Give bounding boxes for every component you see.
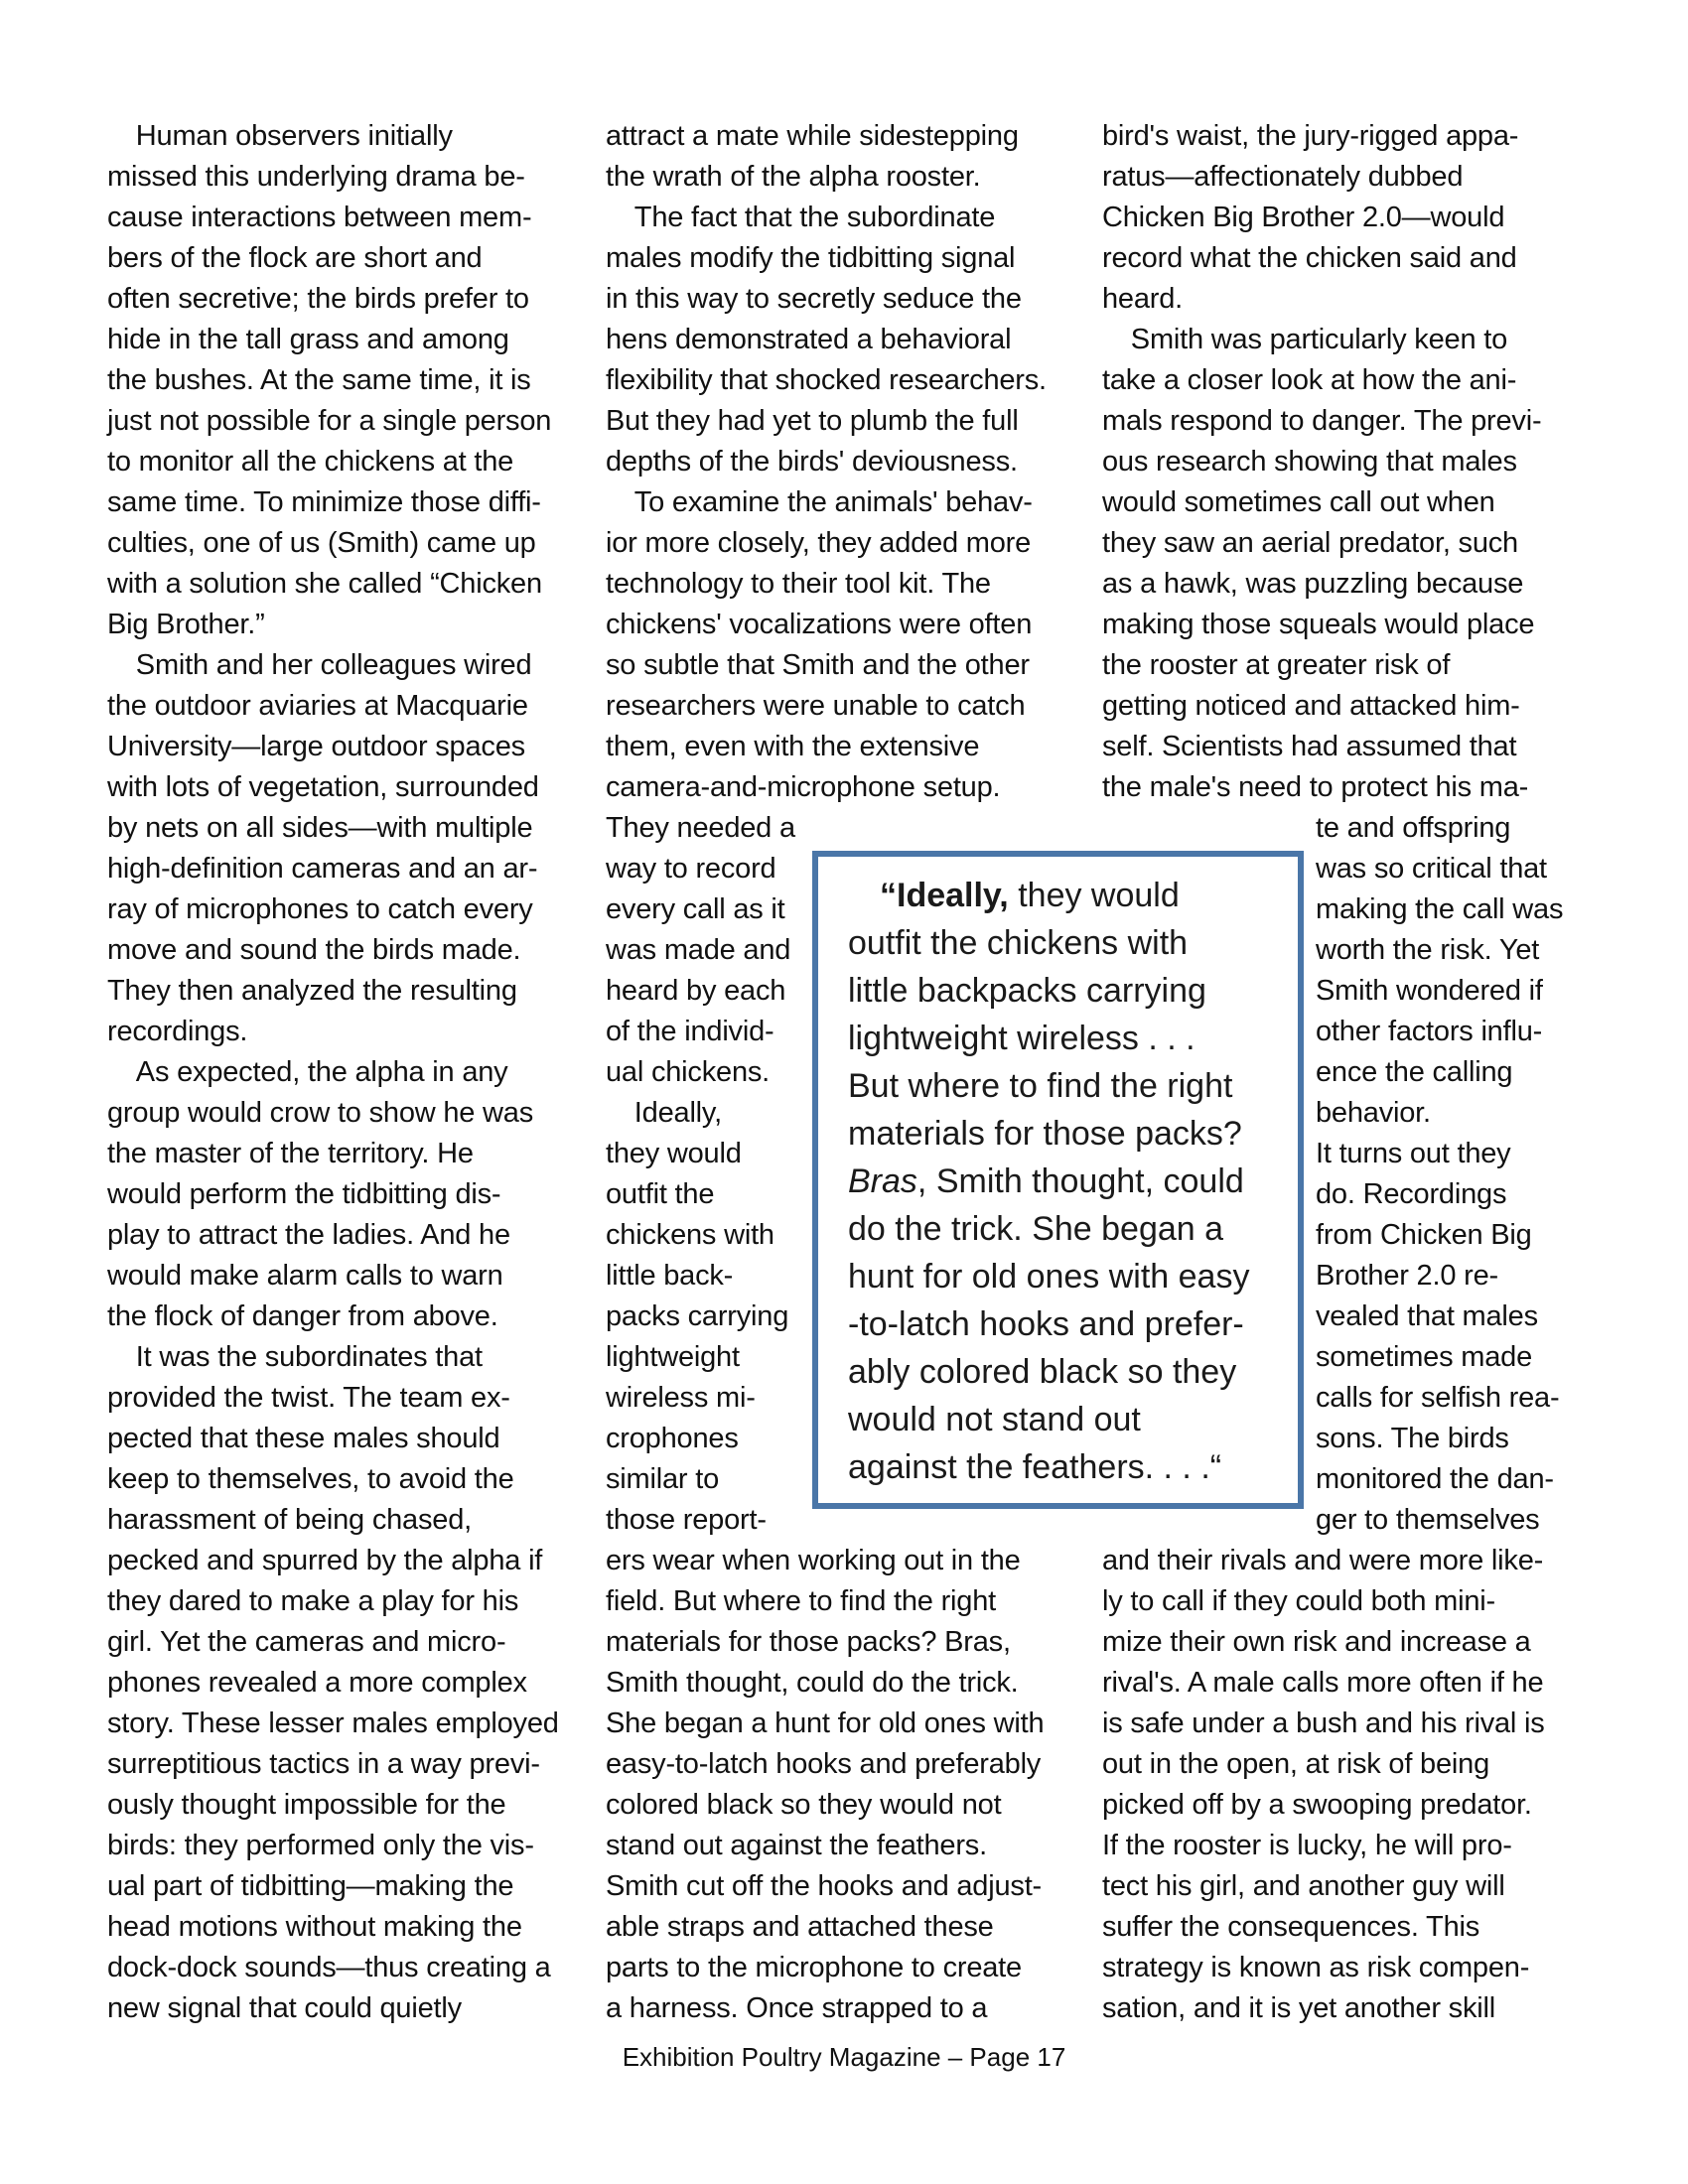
text-line: packs carrying xyxy=(606,1300,789,1332)
text-line: surreptitious tactics in a way previ- xyxy=(107,1748,540,1780)
text-line: them, even with the extensive xyxy=(606,731,980,762)
text-line: ratus—affectionately dubbed xyxy=(1102,161,1464,193)
text-line: as a hawk, was puzzling because xyxy=(1102,568,1524,600)
text-line: just not possible for a single person xyxy=(107,405,552,437)
pull-quote-text: , Smith thought, could xyxy=(916,1162,1244,1200)
text-line: bird's waist, the jury-rigged appa- xyxy=(1102,120,1519,152)
text-line: record what the chicken said and xyxy=(1102,242,1517,274)
text-line: As expected, the alpha in any xyxy=(107,1056,508,1088)
text-line: It turns out they xyxy=(1316,1138,1511,1169)
text-line: Smith wondered if xyxy=(1316,975,1543,1007)
text-line: ly to call if they could both mini- xyxy=(1102,1585,1495,1617)
text-line: the bushes. At the same time, it is xyxy=(107,364,531,396)
pull-quote-line: outfit the chickens with xyxy=(848,924,1189,962)
text-line: But they had yet to plumb the full xyxy=(606,405,1019,437)
text-line: the outdoor aviaries at Macquarie xyxy=(107,690,528,722)
text-line: field. But where to find the right xyxy=(606,1585,996,1617)
pull-quote-line: hunt for old ones with easy xyxy=(848,1258,1250,1296)
text-line: Smith and her colleagues wired xyxy=(107,649,532,681)
text-line: ual chickens. xyxy=(606,1056,771,1088)
text-line: new signal that could quietly xyxy=(107,1992,462,2024)
pull-quote-italic: Bras xyxy=(848,1162,917,1200)
pull-quote-line: would not stand out xyxy=(848,1401,1141,1438)
pull-quote-text: they would xyxy=(1008,877,1180,914)
text-line: provided the twist. The team ex- xyxy=(107,1382,510,1414)
pull-quote-bold-lead: Ideally, xyxy=(897,877,1009,914)
text-line: ence the calling xyxy=(1316,1056,1513,1088)
text-line: story. These lesser males employed xyxy=(107,1707,559,1739)
text-line: the wrath of the alpha rooster. xyxy=(606,161,981,193)
text-line: parts to the microphone to create xyxy=(606,1952,1022,1983)
text-line: phones revealed a more complex xyxy=(107,1667,527,1699)
text-line: ior more closely, they added more xyxy=(606,527,1032,559)
text-line: wireless mi- xyxy=(606,1382,756,1414)
text-line: stand out against the feathers. xyxy=(606,1830,987,1861)
text-line: making the call was xyxy=(1316,893,1564,925)
text-line: They then analyzed the resulting xyxy=(107,975,517,1007)
text-line: other factors influ- xyxy=(1316,1016,1543,1047)
text-line: mize their own risk and increase a xyxy=(1102,1626,1531,1658)
pull-quote-line: -to-latch hooks and prefer- xyxy=(848,1305,1244,1343)
pull-quote-line: lightweight wireless . . . xyxy=(848,1020,1196,1057)
text-line: To examine the animals' behav- xyxy=(606,486,1033,518)
text-line: the rooster at greater risk of xyxy=(1102,649,1451,681)
text-line: those report- xyxy=(606,1504,767,1536)
text-line: would sometimes call out when xyxy=(1102,486,1495,518)
text-line: ray of microphones to catch every xyxy=(107,893,533,925)
text-line: in this way to secretly seduce the xyxy=(606,283,1022,315)
text-line: from Chicken Big xyxy=(1316,1219,1532,1251)
text-line: Human observers initially xyxy=(107,120,453,152)
text-line: University—large outdoor spaces xyxy=(107,731,525,762)
text-line: depths of the birds' deviousness. xyxy=(606,446,1018,478)
text-line: sation, and it is yet another skill xyxy=(1102,1992,1495,2024)
text-line: sometimes made xyxy=(1316,1341,1532,1373)
text-line: Ideally, xyxy=(606,1097,722,1129)
text-line: harassment of being chased, xyxy=(107,1504,472,1536)
pull-quote-line xyxy=(880,872,1180,919)
text-line: would perform the tidbitting dis- xyxy=(107,1178,501,1210)
text-line: flexibility that shocked researchers. xyxy=(606,364,1047,396)
pull-quote-line: ably colored black so they xyxy=(848,1353,1237,1391)
text-line: a harness. Once strapped to a xyxy=(606,1992,988,2024)
text-line: girl. Yet the cameras and micro- xyxy=(107,1626,506,1658)
text-line: ous research showing that males xyxy=(1102,446,1517,478)
text-line: calls for selfish rea- xyxy=(1316,1382,1560,1414)
text-line: ger to themselves xyxy=(1316,1504,1540,1536)
text-line: by nets on all sides—with multiple xyxy=(107,812,533,844)
text-line: they dared to make a play for his xyxy=(107,1585,519,1617)
text-line: culties, one of us (Smith) came up xyxy=(107,527,536,559)
text-line: suffer the consequences. This xyxy=(1102,1911,1480,1943)
pull-quote-line: do the trick. She began a xyxy=(848,1210,1224,1248)
text-line: colored black so they would not xyxy=(606,1789,1002,1821)
text-line: tect his girl, and another guy will xyxy=(1102,1870,1505,1902)
text-line: The fact that the subordinate xyxy=(606,202,996,233)
text-line: rival's. A male calls more often if he xyxy=(1102,1667,1544,1699)
text-line: Smith thought, could do the trick. xyxy=(606,1667,1019,1699)
text-line: cause interactions between mem- xyxy=(107,202,532,233)
text-line: technology to their tool kit. The xyxy=(606,568,991,600)
text-line: Chicken Big Brother 2.0—would xyxy=(1102,202,1505,233)
pull-quote-line: But where to find the right xyxy=(848,1067,1233,1105)
text-line: keep to themselves, to avoid the xyxy=(107,1463,514,1495)
text-line: Big Brother.” xyxy=(107,609,265,640)
text-line: the flock of danger from above. xyxy=(107,1300,498,1332)
text-line: males modify the tidbitting signal xyxy=(606,242,1016,274)
text-line: They needed a xyxy=(606,812,795,844)
text-line: ers wear when working out in the xyxy=(606,1545,1021,1576)
text-line: and their rivals and were more like- xyxy=(1102,1545,1544,1576)
text-line: same time. To minimize those diffi- xyxy=(107,486,541,518)
text-line: the male's need to protect his ma- xyxy=(1102,771,1529,803)
text-line: with a solution she called “Chicken xyxy=(107,568,542,600)
text-line: Smith cut off the hooks and adjust- xyxy=(606,1870,1043,1902)
pull-quote-line: against the feathers. . . .“ xyxy=(848,1448,1222,1486)
text-line: similar to xyxy=(606,1463,720,1495)
text-line: able straps and attached these xyxy=(606,1911,994,1943)
text-line: ual part of tidbitting—making the xyxy=(107,1870,514,1902)
text-line: group would crow to show he was xyxy=(107,1097,534,1129)
text-line: mals respond to danger. The previ- xyxy=(1102,405,1542,437)
text-line: of the individ- xyxy=(606,1016,774,1047)
text-line: researchers were unable to catch xyxy=(606,690,1026,722)
text-line: every call as it xyxy=(606,893,785,925)
text-line: self. Scientists had assumed that xyxy=(1102,731,1517,762)
text-line: She began a hunt for old ones with xyxy=(606,1707,1045,1739)
text-line: lightweight xyxy=(606,1341,740,1373)
text-line: was so critical that xyxy=(1316,853,1547,885)
text-line: take a closer look at how the ani- xyxy=(1102,364,1517,396)
text-line: easy-to-latch hooks and preferably xyxy=(606,1748,1042,1780)
text-line: outfit the xyxy=(606,1178,715,1210)
text-line: pected that these males should xyxy=(107,1423,500,1454)
text-line: to monitor all the chickens at the xyxy=(107,446,514,478)
pull-quote-box xyxy=(812,851,1304,1509)
text-line: the master of the territory. He xyxy=(107,1138,474,1169)
text-line: they saw an aerial predator, such xyxy=(1102,527,1518,559)
text-line: heard by each xyxy=(606,975,786,1007)
text-line: with lots of vegetation, surrounded xyxy=(107,771,539,803)
text-line: would make alarm calls to warn xyxy=(107,1260,503,1292)
text-line: they would xyxy=(606,1138,742,1169)
pull-quote-line: materials for those packs? xyxy=(848,1115,1242,1153)
text-line: do. Recordings xyxy=(1316,1178,1507,1210)
text-line: heard. xyxy=(1102,283,1184,315)
text-line: If the rooster is lucky, he will pro- xyxy=(1102,1830,1512,1861)
pull-quote-line: little backpacks carrying xyxy=(848,972,1206,1010)
text-line: monitored the dan- xyxy=(1316,1463,1554,1495)
text-line: chickens with xyxy=(606,1219,774,1251)
text-line: often secretive; the birds prefer to xyxy=(107,283,529,315)
text-line: bers of the flock are short and xyxy=(107,242,483,274)
text-line: chickens' vocalizations were often xyxy=(606,609,1033,640)
text-line: birds: they performed only the vis- xyxy=(107,1830,534,1861)
text-line: crophones xyxy=(606,1423,739,1454)
text-line: out in the open, at risk of being xyxy=(1102,1748,1489,1780)
text-line: Smith was particularly keen to xyxy=(1102,324,1508,355)
text-line: high-definition cameras and an ar- xyxy=(107,853,538,885)
text-line: dock-dock sounds—thus creating a xyxy=(107,1952,551,1983)
text-line: behavior. xyxy=(1316,1097,1431,1129)
text-line: move and sound the birds made. xyxy=(107,934,521,966)
text-line: head motions without making the xyxy=(107,1911,522,1943)
text-line: materials for those packs? Bras, xyxy=(606,1626,1011,1658)
text-line: hide in the tall grass and among xyxy=(107,324,509,355)
page-footer: Exhibition Poultry Magazine – Page 17 xyxy=(622,2042,1066,2072)
pull-quote-line xyxy=(848,1158,1244,1205)
text-line: attract a mate while sidestepping xyxy=(606,120,1019,152)
text-line: way to record xyxy=(606,853,776,885)
text-line: Brother 2.0 re- xyxy=(1316,1260,1498,1292)
text-line: was made and xyxy=(606,934,791,966)
text-line: missed this underlying drama be- xyxy=(107,161,525,193)
text-line: camera-and-microphone setup. xyxy=(606,771,1001,803)
text-line: ously thought impossible for the xyxy=(107,1789,506,1821)
text-line: so subtle that Smith and the other xyxy=(606,649,1030,681)
text-line: vealed that males xyxy=(1316,1300,1538,1332)
text-line: hens demonstrated a behavioral xyxy=(606,324,1012,355)
text-line: worth the risk. Yet xyxy=(1316,934,1540,966)
text-line: sons. The birds xyxy=(1316,1423,1509,1454)
open-quote: “ xyxy=(880,877,897,914)
text-line: It was the subordinates that xyxy=(107,1341,483,1373)
text-line: getting noticed and attacked him- xyxy=(1102,690,1520,722)
text-line: making those squeals would place xyxy=(1102,609,1535,640)
text-line: play to attract the ladies. And he xyxy=(107,1219,510,1251)
text-line: little back- xyxy=(606,1260,734,1292)
text-line: pecked and spurred by the alpha if xyxy=(107,1545,543,1576)
text-line: picked off by a swooping predator. xyxy=(1102,1789,1532,1821)
text-line: is safe under a bush and his rival is xyxy=(1102,1707,1545,1739)
text-line: te and offspring xyxy=(1316,812,1511,844)
text-line: recordings. xyxy=(107,1016,248,1047)
text-line: strategy is known as risk compen- xyxy=(1102,1952,1530,1983)
